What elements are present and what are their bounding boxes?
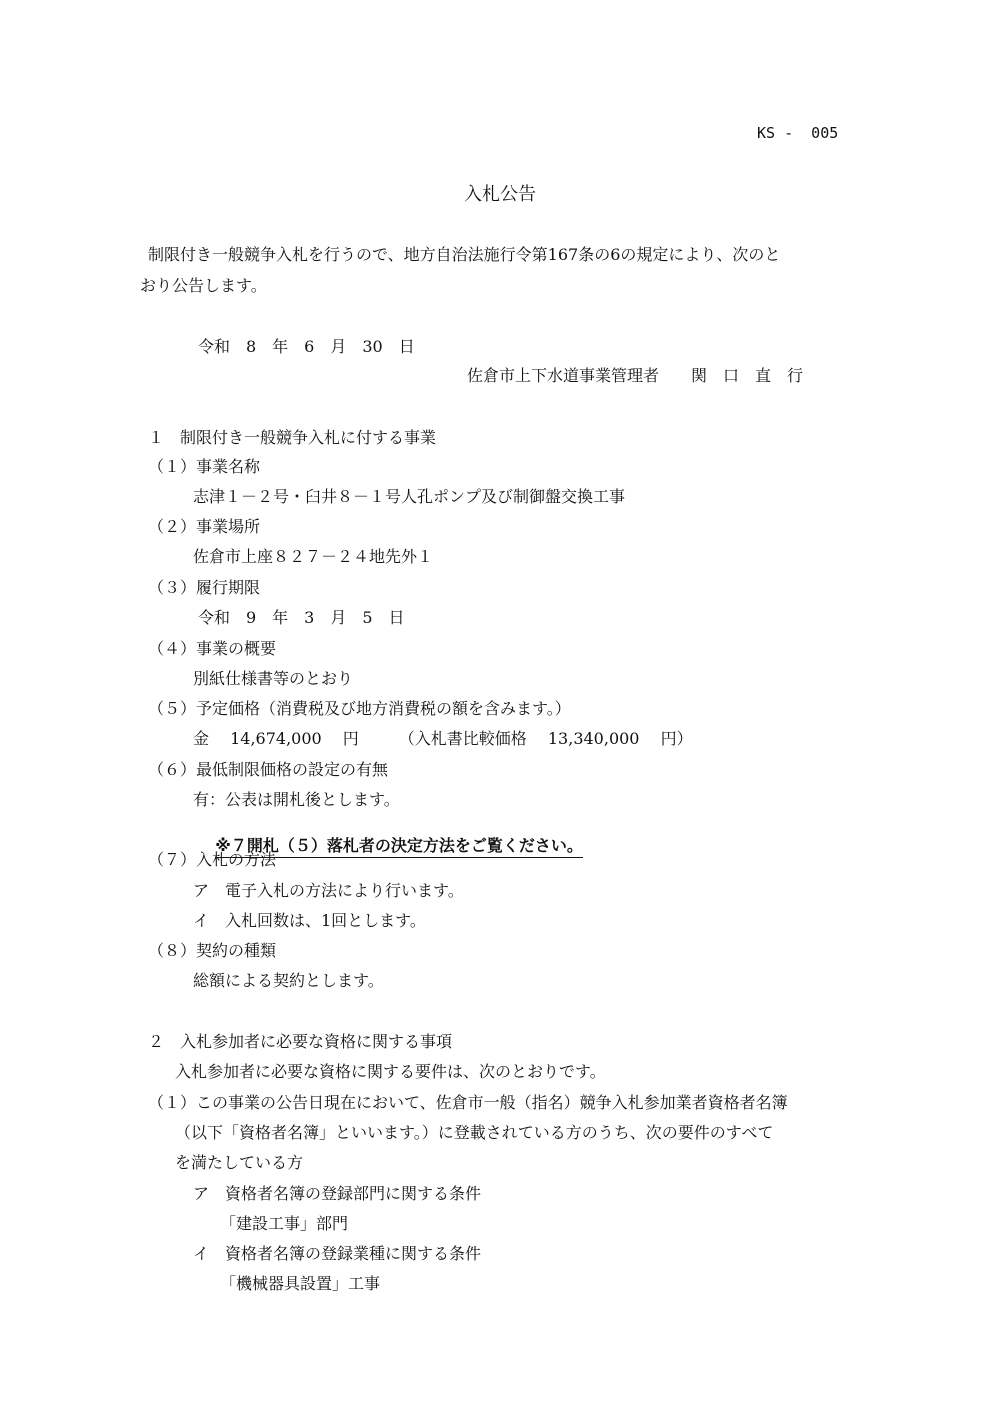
item-6-value: 有：公表は開札後とします。 (193, 790, 400, 809)
condition-b-label: イ 資格者名簿の登録業種に関する条件 (193, 1244, 482, 1263)
intro-line-2: おり公告します。 (140, 276, 267, 295)
condition-a-value: 「建設工事」部門 (220, 1214, 349, 1233)
item-6-note: ※７開札（５）落札者の決定方法をご覧ください。 (215, 836, 583, 858)
item-5-value: 金 14,674,000 円 （入札書比較価格 13,340,000 円） (193, 729, 693, 748)
item-6-label: （６）最低制限価格の設定の有無 (148, 760, 389, 779)
item-4-label: （４）事業の概要 (148, 639, 277, 658)
section-1-heading: １ 制限付き一般競争入札に付する事業 (148, 428, 437, 447)
section-2-item-1-line-2: （以下「資格者名簿」といいます。）に登載されている方のうち、次の要件のすべて (175, 1123, 774, 1142)
section-2-intro: 入札参加者に必要な資格に関する要件は、次のとおりです。 (175, 1062, 606, 1081)
reference-number: KS - 005 (757, 124, 839, 142)
item-1-label: （１）事業名称 (148, 457, 261, 476)
item-7-label: （７）入札の方法 (148, 850, 277, 869)
page-title: 入札公告 (464, 184, 536, 205)
condition-b-value: 「機械器具設置」工事 (220, 1274, 381, 1293)
item-4-value: 別紙仕様書等のとおり (193, 669, 354, 688)
section-2-heading: ２ 入札参加者に必要な資格に関する事項 (148, 1032, 453, 1051)
item-3-label: （３）履行期限 (148, 578, 261, 597)
item-7-option-a: ア 電子入札の方法により行います。 (193, 881, 464, 900)
item-7-option-b: イ 入札回数は、1回とします。 (193, 911, 426, 930)
condition-a-label: ア 資格者名簿の登録部門に関する条件 (193, 1184, 482, 1203)
item-1-value: 志津１－２号・臼井８－１号人孔ポンプ及び制御盤交換工事 (193, 487, 626, 506)
intro-line-1: 制限付き一般競争入札を行うので、地方自治法施行令第167条の6の規定により、次のと (148, 245, 781, 264)
section-2-item-1-line-3: を満たしている方 (175, 1153, 304, 1172)
item-3-value: 令和 9 年 3 月 5 日 (198, 608, 405, 627)
item-2-value: 佐倉市上座８２７－２４地先外１ (193, 547, 434, 566)
announcement-date: 令和 8 年 6 月 30 日 (198, 337, 415, 356)
item-8-value: 総額による契約とします。 (193, 971, 384, 990)
item-5-label: （５）予定価格（消費税及び地方消費税の額を含みます。） (148, 699, 571, 718)
section-2-item-1-line-1: （１）この事業の公告日現在において、佐倉市一般（指名）競争入札参加業者資格者名簿 (148, 1093, 788, 1112)
item-2-label: （２）事業場所 (148, 517, 261, 536)
issuer-name: 佐倉市上下水道事業管理者 関 口 直 行 (467, 366, 804, 385)
item-8-label: （８）契約の種類 (148, 941, 277, 960)
